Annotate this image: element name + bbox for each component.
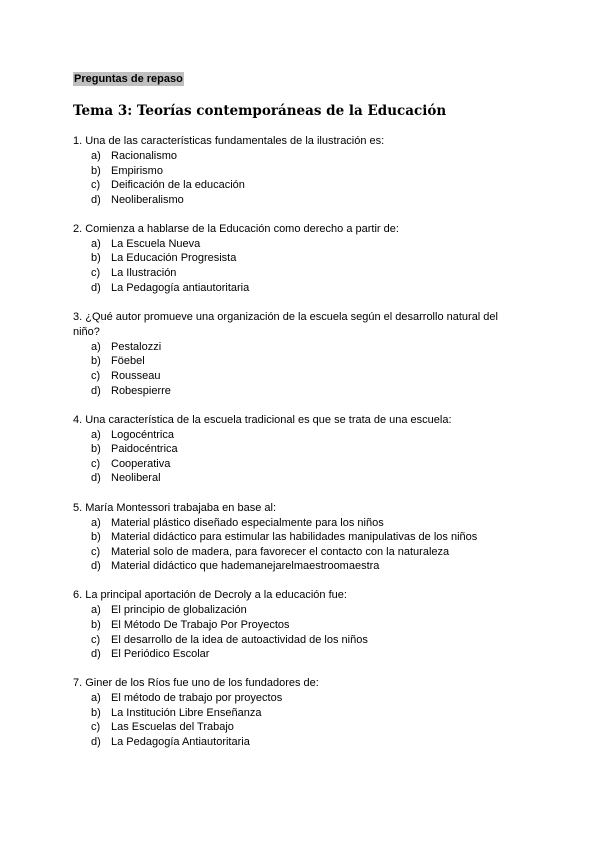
option-text: Material solo de madera, para favorecer el contacto con la naturaleza <box>111 545 450 558</box>
option-text: Logocéntrica <box>111 428 174 441</box>
option-text: La Educación Progresista <box>111 252 237 265</box>
option-text: Cooperativa <box>111 457 171 470</box>
question-6 <box>73 588 513 661</box>
option-item <box>91 369 513 384</box>
option-list <box>73 516 513 574</box>
option-item <box>91 164 513 179</box>
option-letter: b) <box>91 706 101 719</box>
option-list <box>73 691 513 749</box>
option-item <box>91 633 513 648</box>
option-letter: a) <box>91 237 101 250</box>
option-letter: b) <box>91 252 101 265</box>
option-letter: c) <box>91 267 101 280</box>
option-letter: b) <box>91 443 101 456</box>
option-list <box>73 340 513 398</box>
option-text: Rousseau <box>111 369 161 382</box>
option-letter: c) <box>91 369 101 382</box>
option-item <box>91 457 513 472</box>
option-letter: c) <box>91 545 101 558</box>
option-text: El Método De Trabajo Por Proyectos <box>111 618 290 631</box>
option-letter: a) <box>91 692 101 705</box>
option-text: Deificación de la educación <box>111 179 245 192</box>
question-4 <box>73 413 513 486</box>
option-text: Paidocéntrica <box>111 443 178 456</box>
question-2 <box>73 222 513 295</box>
option-letter: d) <box>91 281 101 294</box>
option-text: El Periódico Escolar <box>111 648 210 661</box>
question-5 <box>73 501 513 574</box>
option-text: Empirismo <box>111 164 163 177</box>
option-text: Neoliberal <box>111 472 161 485</box>
option-letter: d) <box>91 384 101 397</box>
option-text: El método de trabajo por proyectos <box>111 692 283 705</box>
option-letter: b) <box>91 531 101 544</box>
question-3 <box>73 310 513 398</box>
option-letter: c) <box>91 457 101 470</box>
option-item <box>91 516 513 531</box>
question-1 <box>73 134 513 207</box>
option-item <box>91 735 513 750</box>
option-item <box>91 603 513 618</box>
option-item <box>91 384 513 399</box>
option-text: Robespierre <box>111 384 171 397</box>
option-item <box>91 545 513 560</box>
question-text: 3. ¿Qué autor promueve una organización de la escuela según el desarrollo natural del niño? <box>73 310 498 338</box>
option-letter: d) <box>91 560 101 573</box>
option-item <box>91 706 513 721</box>
option-item <box>91 237 513 252</box>
option-text: Pestalozzi <box>111 340 162 353</box>
option-letter: c) <box>91 179 101 192</box>
option-letter: a) <box>91 516 101 529</box>
option-item <box>91 691 513 706</box>
option-letter: a) <box>91 340 101 353</box>
option-text: Material didáctico para estimular las habilidades manipulativas de los niños <box>111 531 478 544</box>
option-letter: b) <box>91 164 101 177</box>
option-item <box>91 720 513 735</box>
option-letter: d) <box>91 648 101 661</box>
option-text: El desarrollo de la idea de autoactividad de los niños <box>111 633 368 646</box>
option-list <box>73 149 513 207</box>
option-text: Föebel <box>111 355 145 368</box>
option-text: La Escuela Nueva <box>111 237 201 250</box>
option-item <box>91 559 513 574</box>
question-text: 4. Una característica de la escuela tradicional es que se trata de una escuela: <box>73 413 452 426</box>
option-list <box>73 603 513 661</box>
question-text: 5. María Montessori trabajaba en base al: <box>73 501 277 514</box>
option-text: Material plástico diseñado especialmente para los niños <box>111 516 384 529</box>
option-item <box>91 266 513 281</box>
option-item <box>91 251 513 266</box>
option-letter: a) <box>91 428 101 441</box>
option-letter: b) <box>91 618 101 631</box>
option-item <box>91 281 513 296</box>
option-item <box>91 149 513 164</box>
option-item <box>91 178 513 193</box>
question-7 <box>73 676 513 749</box>
option-letter: d) <box>91 736 101 749</box>
option-item <box>91 647 513 662</box>
option-item <box>91 530 513 545</box>
section-heading: Preguntas de repaso <box>74 73 183 85</box>
question-text: 6. La principal aportación de Decroly a la educación fue: <box>73 589 347 602</box>
question-list <box>73 134 513 764</box>
option-item <box>91 193 513 208</box>
option-item <box>91 428 513 443</box>
option-letter: d) <box>91 472 101 485</box>
option-letter: c) <box>91 721 101 734</box>
question-text: 1. Una de las características fundamentales de la ilustración es: <box>73 135 385 147</box>
option-text: La Institución Libre Enseñanza <box>111 706 262 719</box>
option-list <box>73 428 513 486</box>
question-text: 2. Comienza a hablarse de la Educación como derecho a partir de: <box>73 222 399 235</box>
option-text: Las Escuelas del Trabajo <box>111 721 234 734</box>
option-letter: a) <box>91 604 101 617</box>
option-text: Racionalismo <box>111 150 178 162</box>
option-list <box>73 237 513 295</box>
option-item <box>91 471 513 486</box>
option-item <box>91 340 513 355</box>
topic-title: Tema 3: Teorías contemporáneas de la Educación <box>73 103 447 119</box>
option-letter: c) <box>91 633 101 646</box>
option-text: La Pedagogía Antiautoritaria <box>111 736 250 749</box>
option-text: Neoliberalismo <box>111 193 184 206</box>
option-item <box>91 354 513 369</box>
question-text: 7. Giner de los Ríos fue uno de los fundadores de: <box>73 677 319 690</box>
option-item <box>91 442 513 457</box>
option-text: El principio de globalización <box>111 604 247 617</box>
option-text: Material didáctico que hademanejarelmaestroomaestra <box>111 560 380 573</box>
option-text: La Ilustración <box>111 267 177 280</box>
option-letter: a) <box>91 150 101 162</box>
option-letter: b) <box>91 355 101 368</box>
option-letter: d) <box>91 193 101 206</box>
option-text: La Pedagogía antiautoritaria <box>111 281 250 294</box>
option-item <box>91 618 513 633</box>
